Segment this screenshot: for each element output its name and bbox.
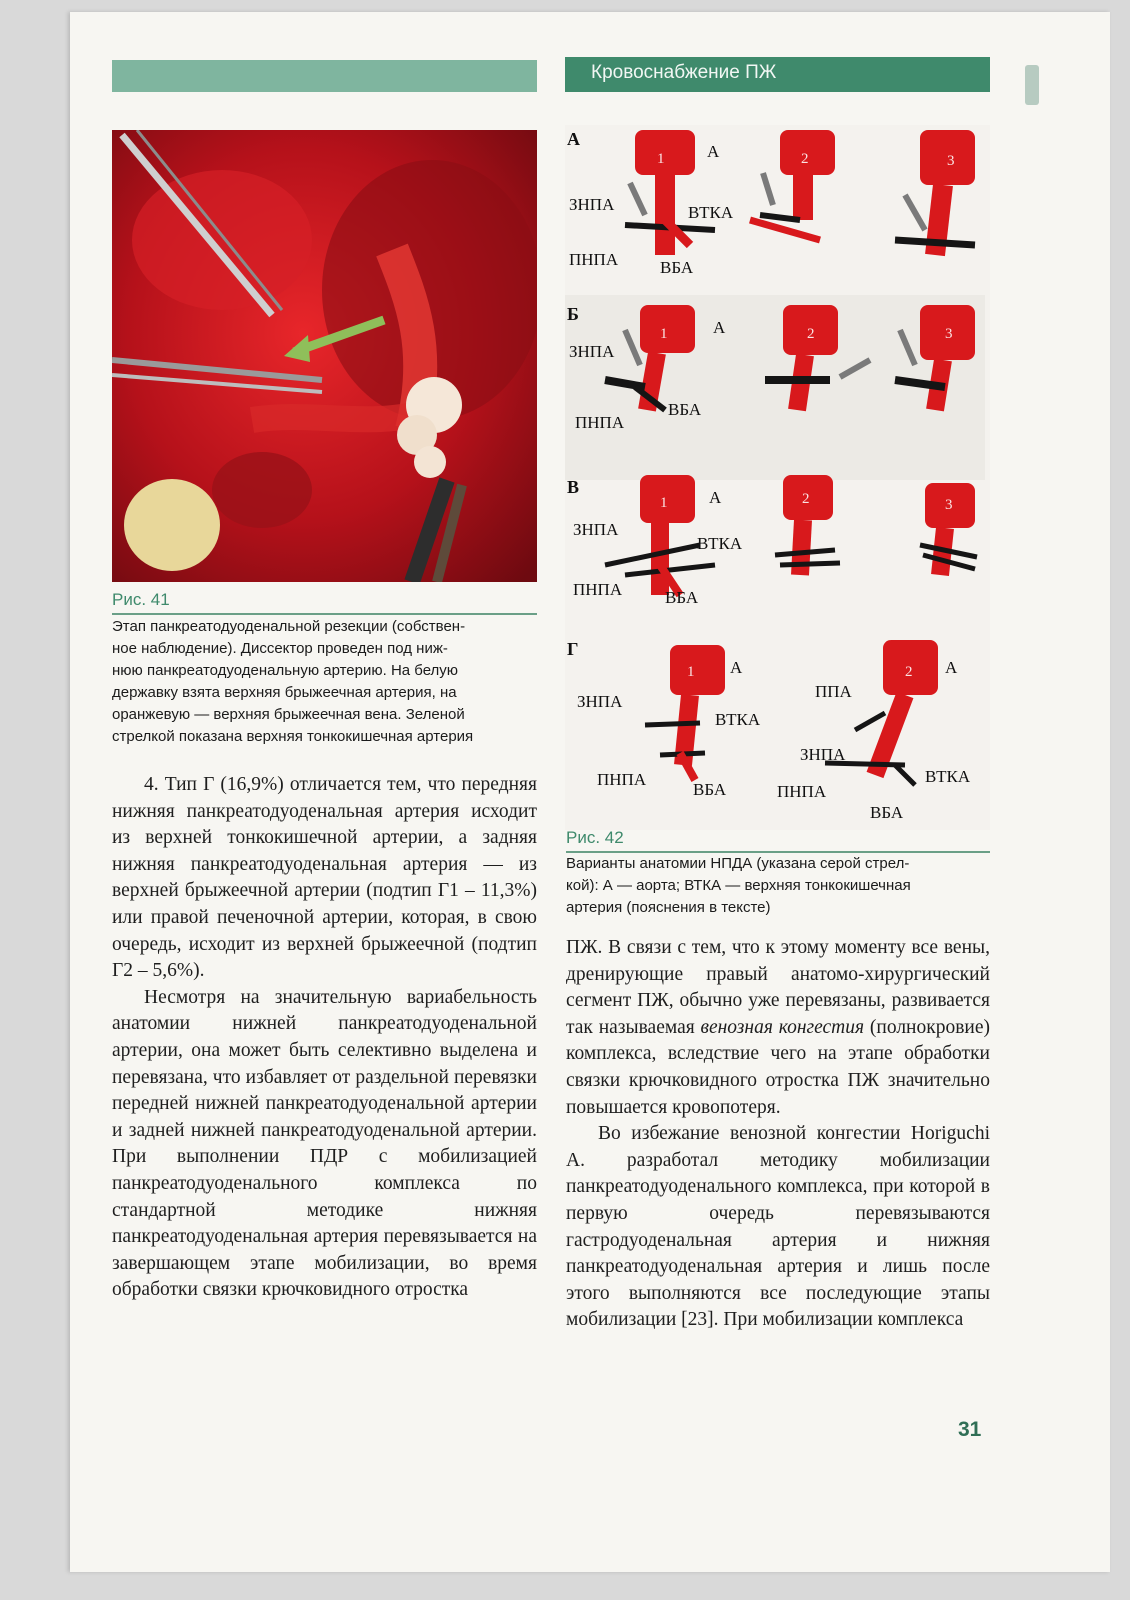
variant-number: 1 xyxy=(660,495,668,511)
caption-line: державку взята верхняя брыжеечная артерия, на xyxy=(112,684,457,701)
paragraph xyxy=(566,935,990,1121)
label-vba: ВБА xyxy=(665,588,699,607)
label-znpa: ЗНПА xyxy=(800,745,846,764)
label-znpa: ЗНПА xyxy=(573,520,619,539)
figure-42-caption xyxy=(566,853,996,919)
left-column-text xyxy=(112,772,537,1304)
label-znpa: ЗНПА xyxy=(569,195,615,214)
row-letter: Г xyxy=(567,639,579,659)
surgical-photo xyxy=(112,130,537,582)
row-letter: Б xyxy=(567,304,579,324)
label-vba: ВБА xyxy=(660,258,694,277)
label-aorta: А xyxy=(945,658,958,677)
label-ppa: ППА xyxy=(815,682,852,701)
label-znpa: ЗНПА xyxy=(569,342,615,361)
variant-number: 2 xyxy=(802,491,810,507)
variant-number: 3 xyxy=(945,497,953,513)
label-pnpa: ПНПА xyxy=(569,250,619,269)
caption-line: артерия (пояснения в тексте) xyxy=(566,899,771,916)
caption-line: Варианты анатомии НПДА (указана серой стрел- xyxy=(566,855,910,872)
figure-42-label: Рис. 42 xyxy=(566,828,624,847)
label-vba: ВБА xyxy=(668,400,702,419)
anatomy-variants-diagram xyxy=(565,125,990,830)
label-aorta: А xyxy=(709,488,722,507)
variant-number: 1 xyxy=(687,664,695,680)
label-vba: ВБА xyxy=(693,780,727,799)
label-aorta: А xyxy=(713,318,726,337)
caption-line: кой): А — аорта; ВТКА — верхняя тонкокишечная xyxy=(566,877,911,894)
caption-line: ное наблюдение). Диссектор проведен под ниж- xyxy=(112,640,448,657)
variant-number: 2 xyxy=(905,664,913,680)
label-aorta: А xyxy=(730,658,743,677)
label-aorta: А xyxy=(707,142,720,161)
label-pnpa: ПНПА xyxy=(575,413,625,432)
paragraph: 4. Тип Г (16,9%) отличается тем, что передняя нижняя панкреатодуоденальная артерия исходит из верхней тонкокишечной артерии, а задняя нижняя панкреатодуоденальная артерия — из верхней брыжеечной артерии (подтип Г1 – 11,3%) или правой печеночной артерии, которая, в свою очередь, исходит из верхней брыжеечной (подтип Г2 – 5,6%). xyxy=(112,774,537,982)
variant-number: 3 xyxy=(945,326,953,342)
label-znpa: ЗНПА xyxy=(577,692,623,711)
variant-number: 2 xyxy=(807,326,815,342)
caption-line: Этап панкреатодуоденальной резекции (собствен- xyxy=(112,618,466,635)
label-vtka: ВТКА xyxy=(697,534,743,553)
emphasis-term: венозная конгестия xyxy=(700,1016,865,1038)
variant-number: 1 xyxy=(657,151,665,167)
variant-number: 1 xyxy=(660,326,668,342)
figure-41-label: Рис. 41 xyxy=(112,590,170,609)
label-pnpa: ПНПА xyxy=(777,782,827,801)
variant-number: 2 xyxy=(801,151,809,167)
label-pnpa: ПНПА xyxy=(597,770,647,789)
label-vtka: ВТКА xyxy=(688,203,734,222)
caption-line: нюю панкреатодуоденальную артерию. На белую xyxy=(112,662,459,679)
label-vtka: ВТКА xyxy=(715,710,761,729)
section-header: Кровоснабжение ПЖ xyxy=(565,57,990,92)
page-edge-tab xyxy=(1025,65,1039,105)
label-pnpa: ПНПА xyxy=(573,580,623,599)
row-letter: В xyxy=(567,477,580,497)
right-column-text xyxy=(566,935,990,1334)
paragraph: Несмотря на значительную вариабельность анатомии нижней панкреатодуоденальной артерии, она может быть селективно выделена и перевязана, что избавляет от раздельной перевязки передней нижней панкреатодуоденальной артерии и задней нижней панкреатодуоденальной артерии. При выполнении ПДР с мобилизацией панкреатодуоденального комплекса по стандартной методике нижняя панкреатодуоденальная артерия перевязывается на завершающем этапе мобилизации, во время обработки связки крючковидного отростка xyxy=(112,986,537,1301)
label-vtka: ВТКА xyxy=(925,767,971,786)
label-vba: ВБА xyxy=(870,803,904,822)
caption-line: оранжевую — верхняя брыжеечная вена. Зеленой xyxy=(112,706,465,723)
header-bar-left xyxy=(112,60,537,92)
row-letter: А xyxy=(567,129,580,149)
figure-41-caption xyxy=(112,616,542,748)
caption-line: стрелкой показана верхняя тонкокишечная артерия xyxy=(112,728,474,745)
text-span: (полнокровие) комплекса, вследствие чего на этапе обработки связки крючковидного отростка ПЖ значительно повышается кровопотеря. xyxy=(566,1016,990,1118)
variant-number: 3 xyxy=(947,153,955,169)
figure-41-rule xyxy=(112,613,537,615)
paragraph: Во избежание венозной конгестии Horiguchi A. разработал методику мобилизации панкреатодуоденального комплекса, при которой в первую очередь перевязываются гастродуоденальная артерия и нижняя панкреатодуоденальная артерия и лишь после этого выполняются все последующие этапы мобилизации [23]. При мобилизации комплекса xyxy=(566,1123,990,1331)
text-span: ПЖ. В связи с тем, что к этому моменту все вены, дренирующие правый анатомо-хирургический сегмент ПЖ, обычно уже перевязаны, развивается так называемая xyxy=(566,937,990,1038)
page-number: 31 xyxy=(958,1418,982,1441)
